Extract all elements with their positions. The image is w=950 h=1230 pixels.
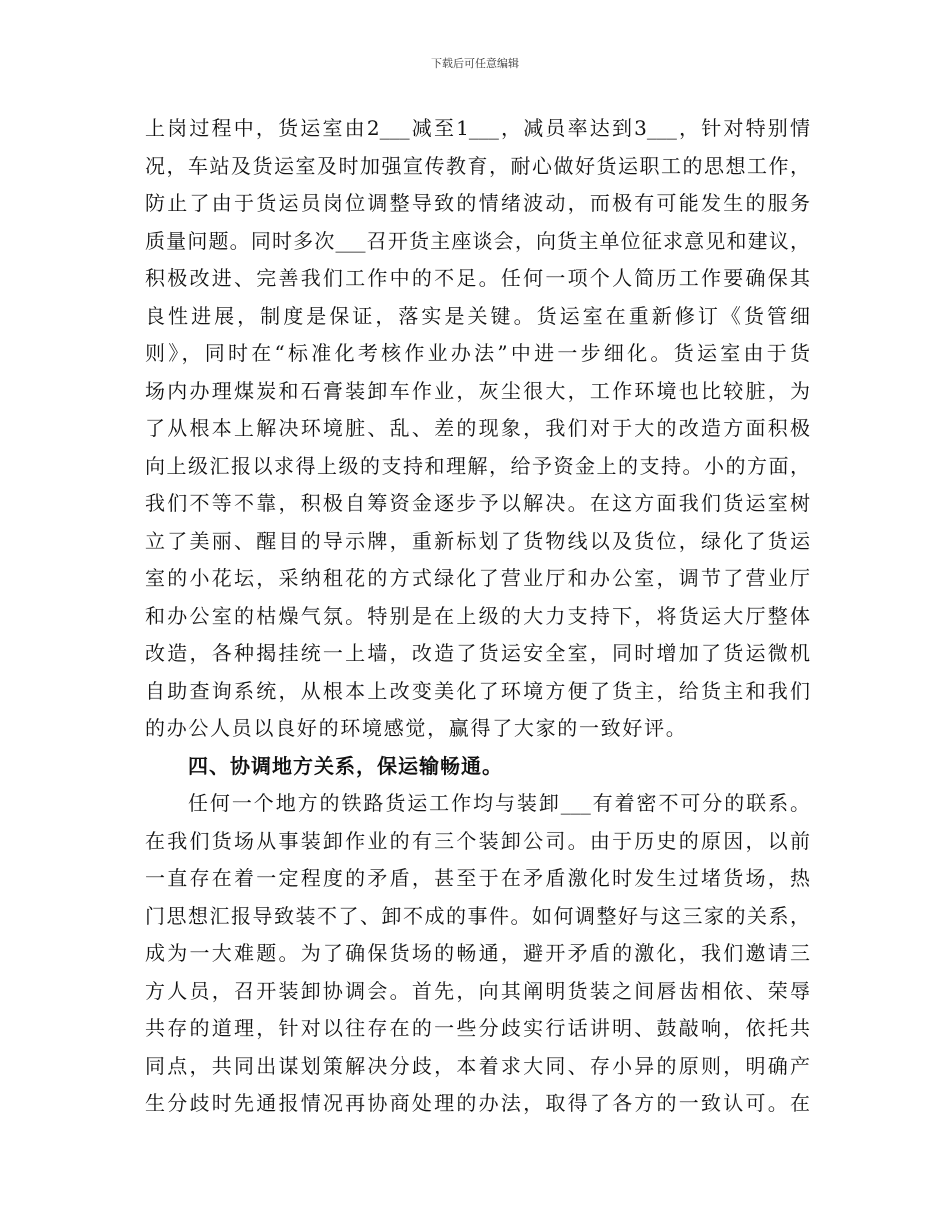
- paragraph: [145, 110, 810, 748]
- text-line: 任何一个地方的铁路货运工作均与装卸___有着密不可分的联系。: [188, 791, 810, 815]
- text-line: 良性进展，制度是保证，落实是关键。货运室在重新修订《货管细: [145, 303, 810, 328]
- text-line: 成为一大难题。为了确保货场的畅通，避开矛盾的激化，我们邀请三: [145, 941, 810, 965]
- text-line: 门思想汇报导致装不了、卸不成的事件。如何调整好与这三家的关系，: [145, 903, 810, 928]
- text-line: 和办公室的枯燥气氛。特别是在上级的大力支持下，将货运大厅整体: [145, 603, 810, 628]
- section-heading: 四、协调地方关系，保运输畅通。: [188, 753, 503, 778]
- text-line: 向上级汇报以求得上级的支持和理解，给予资金上的支持。小的方面，: [145, 453, 810, 478]
- text-line: 自助查询系统，从根本上改变美化了环境方便了货主，给货主和我们: [145, 678, 810, 703]
- text-line: 则》，同时在“标准化考核作业办法”中进一步细化。货运室由于货: [145, 341, 810, 365]
- text-line: 我们不等不靠，积极自筹资金逐步予以解决。在这方面我们货运室树: [145, 491, 810, 515]
- text-line: 况，车站及货运室及时加强宣传教育，耐心做好货运职工的思想工作，: [145, 153, 810, 178]
- text-line: 同点，共同出谋划策解决分歧，本着求大同、存小异的原则，明确产: [145, 1053, 810, 1078]
- text-line: 室的小花坛，采纳租花的方式绿化了营业厅和办公室，调节了营业厅: [145, 566, 810, 590]
- text-line: 一直存在着一定程度的矛盾，甚至于在矛盾激化时发生过堵货场，热: [145, 866, 810, 890]
- document-body: [145, 110, 810, 1123]
- text-line: 防止了由于货运员岗位调整导致的情绪波动，而极有可能发生的服务: [145, 191, 810, 215]
- text-line: 上岗过程中，货运室由2___减至1___，减员率达到3___，针对特别情: [145, 116, 810, 140]
- paragraph: [145, 785, 810, 1123]
- text-line: 生分歧时先通报情况再协商处理的办法，取得了各方的一致认可。在: [145, 1091, 810, 1115]
- text-line: 在我们货场从事装卸作业的有三个装卸公司。由于历史的原因，以前: [145, 828, 810, 853]
- text-line: 场内办理煤炭和石膏装卸车作业，灰尘很大，工作环境也比较脏，为: [145, 378, 810, 403]
- text-line: 方人员，召开装卸协调会。首先，向其阐明货装之间唇齿相依、荣辱: [145, 978, 810, 1003]
- text-line: 共存的道理，针对以往存在的一些分歧实行话讲明、鼓敲响，依托共: [145, 1016, 810, 1040]
- text-line: 积极改进、完善我们工作中的不足。任何一项个人简历工作要确保其: [145, 266, 810, 290]
- text-line: 立了美丽、醒目的导示牌，重新标划了货物线以及货位，绿化了货运: [145, 528, 810, 553]
- text-line: 了从根本上解决环境脏、乱、差的现象，我们对于大的改造方面积极: [145, 416, 810, 440]
- text-line: 的办公人员以良好的环境感觉，赢得了大家的一致好评。: [145, 716, 688, 740]
- text-line: 质量问题。同时多次___召开货主座谈会，向货主单位征求意见和建议，: [145, 228, 810, 253]
- text-line: 改造，各种揭挂统一上墙，改造了货运安全室，同时增加了货运微机: [145, 641, 810, 665]
- page-header: 下载后可任意编辑: [431, 57, 519, 70]
